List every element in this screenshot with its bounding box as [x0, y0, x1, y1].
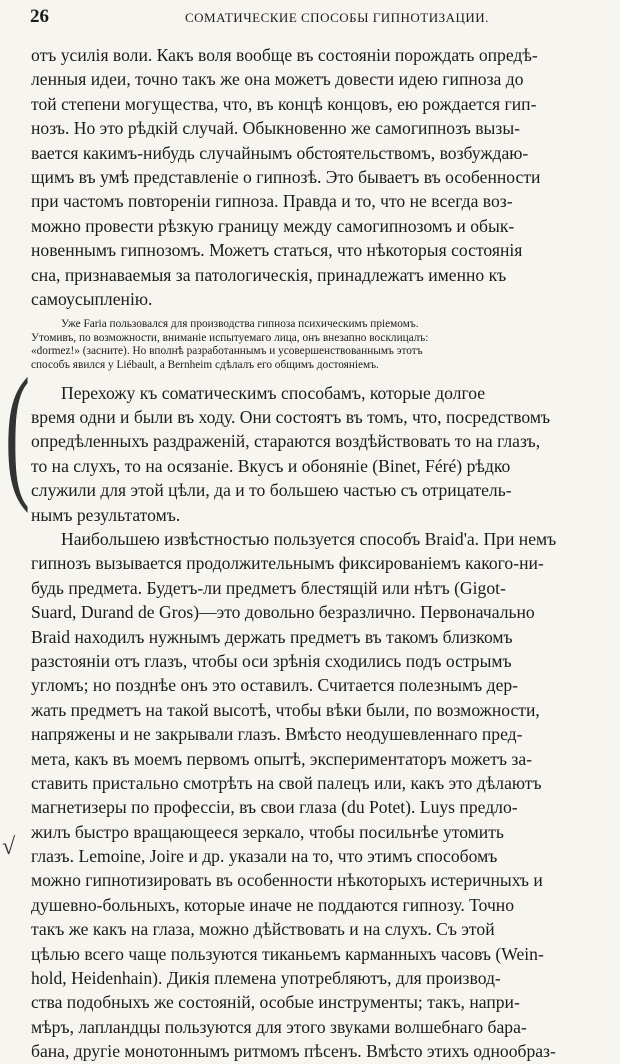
footnote-line: способъ явился у Liébault, а Bernheim сдѣлалъ его общимъ достояніемъ. [31, 359, 379, 372]
text-line: новеннымъ гипнозомъ. Можетъ статься, что нѣкоторыя состоянія [31, 240, 523, 261]
margin-bracket-mark: ( [5, 348, 30, 514]
page-header [30, 6, 590, 28]
text-line: время одни и были въ ходу. Они состоятъ въ томъ, что, посредствомъ [31, 407, 551, 428]
text-line: Braid находилъ нужнымъ держать предметъ въ такомъ близкомъ [31, 626, 513, 647]
text-line: можно провести рѣзкую границу между самогипнозомъ и обык- [31, 215, 515, 236]
margin-check-mark: √ [2, 834, 16, 860]
text-line: бана, другіе монотоннымъ ритмомъ пѣсенъ. Вмѣсто этихъ однообраз- [31, 1041, 556, 1062]
text-line: жилъ быстро вращающееся зеркало, чтобы посильнѣе утомить [31, 821, 504, 842]
text-line: опредѣленныхъ раздраженій, стараются воздѣйствовать то на глазъ, [31, 431, 541, 452]
paragraph-3 [31, 527, 598, 1064]
text-line: цѣлью всего чаще пользуются тиканьемъ карманныхъ часовъ (Wein- [31, 943, 544, 964]
text-line: жать предметъ на такой высотѣ, чтобы вѣки были, по возможности, [31, 699, 540, 720]
text-line: той степени могущества, что, въ концѣ концовъ, ею рождается гип- [31, 93, 537, 114]
text-line: душевно-больныхъ, которые иначе не поддаются гипнозу. Точно [31, 894, 515, 915]
text-line: при частомъ повтореніи гипноза. Правда и то, что не всегда воз- [31, 191, 513, 212]
text-line: мѣръ, лапландцы пользуются для этого звуками волшебнаго бара- [31, 1016, 527, 1037]
text-line: нозъ. Но это рѣдкій случай. Обыкновенно же самогипнозъ вызы- [31, 118, 520, 139]
text-line: ленныя идеи, точно такъ же она можетъ довести идею гипноза до [31, 69, 524, 90]
text-line: такъ же какъ на глаза, можно дѣйствовать и на слухъ. Съ этой [31, 919, 495, 940]
text-line: можно гипнотизировать въ особенности нѣкоторыхъ истеричныхъ и [31, 870, 543, 891]
footnote-line: Утомивъ, по возможности, вниманіе испытуемаго лица, онъ внезапно восклицалъ: [31, 331, 429, 344]
text-line: магнетизеры по профессіи, въ свои глаза (du Potet). Luys предло- [31, 797, 518, 818]
body-text [31, 43, 598, 1064]
text-line: сна, признаваемыя за патологическія, принадлежатъ именно къ [31, 264, 507, 285]
text-line: глазъ. Lemoine, Joire и др. указали на то, что этимъ способомъ [31, 846, 498, 867]
text-line: служили для этой цѣли, да и то большею частью съ отрицатель- [31, 480, 512, 501]
text-line: ства подобныхъ же состояній, особые инструменты; такъ, напри- [31, 992, 520, 1013]
running-head: СОМАТИЧЕСКИЕ СПОСОБЫ ГИПНОТИЗАЦИИ. [185, 10, 489, 25]
text-line: мета, какъ въ моемъ первомъ опытѣ, экспериментаторъ можетъ за- [31, 748, 533, 769]
text-line: вается какимъ-нибудь случайнымъ обстоятельствомъ, возбуждаю- [31, 142, 529, 163]
text-line: Перехожу къ соматическимъ способамъ, которые долгое [61, 382, 486, 403]
text-line: щимъ въ умѣ представленіе о гипнозѣ. Это бываетъ въ особенности [31, 166, 541, 187]
text-line: то на слухъ, то на осязаніе. Вкусъ и обоняніе (Binet, Féré) рѣдко [31, 455, 511, 476]
text-line: hold, Heidenhain). Дикія племена употребляютъ, для производ- [31, 968, 501, 989]
text-line: будь предмета. Будетъ-ли предметъ блестящій или нѣтъ (Gigot- [31, 577, 506, 598]
text-line: напряжены и не закрывали глазъ. Вмѣсто неодушевленнаго пред- [31, 724, 523, 745]
text-line: разстояніи отъ глазъ, чтобы оси зрѣнія сходились подъ острымъ [31, 650, 512, 671]
footnote [31, 318, 598, 372]
text-line: Наибольшею извѣстностью пользуется способъ Braid'а. При немъ [61, 529, 557, 550]
paragraph-2 [31, 381, 598, 527]
text-line: угломъ; но позднѣе онъ это оставилъ. Считается полезнымъ дер- [31, 675, 519, 696]
footnote-line: «dormez!» (засните). Но вполнѣ разработаннымъ и усовершенствованнымъ этотъ [31, 345, 423, 358]
text-line: нымъ результатомъ. [31, 504, 181, 525]
text-line: Suard, Durand de Gros)—это довольно безразлично. Первоначально [31, 602, 535, 623]
text-line: гипнозъ вызывается продолжительнымъ фиксированіемъ какого-ни- [31, 553, 544, 574]
footnote-line: Уже Faria пользовался для производства гипноза психическимъ пріемомъ. [61, 318, 419, 331]
text-line: отъ усилія воли. Какъ воля вообще въ состояніи порождать опредѣ- [31, 45, 538, 65]
text-line: самоусыпленію. [31, 288, 153, 309]
page-number: 26 [30, 6, 49, 27]
paragraph-1 [31, 43, 598, 311]
text-line: ставить пристально смотрѣть на свой палецъ или, какъ это дѣлаютъ [31, 772, 542, 793]
